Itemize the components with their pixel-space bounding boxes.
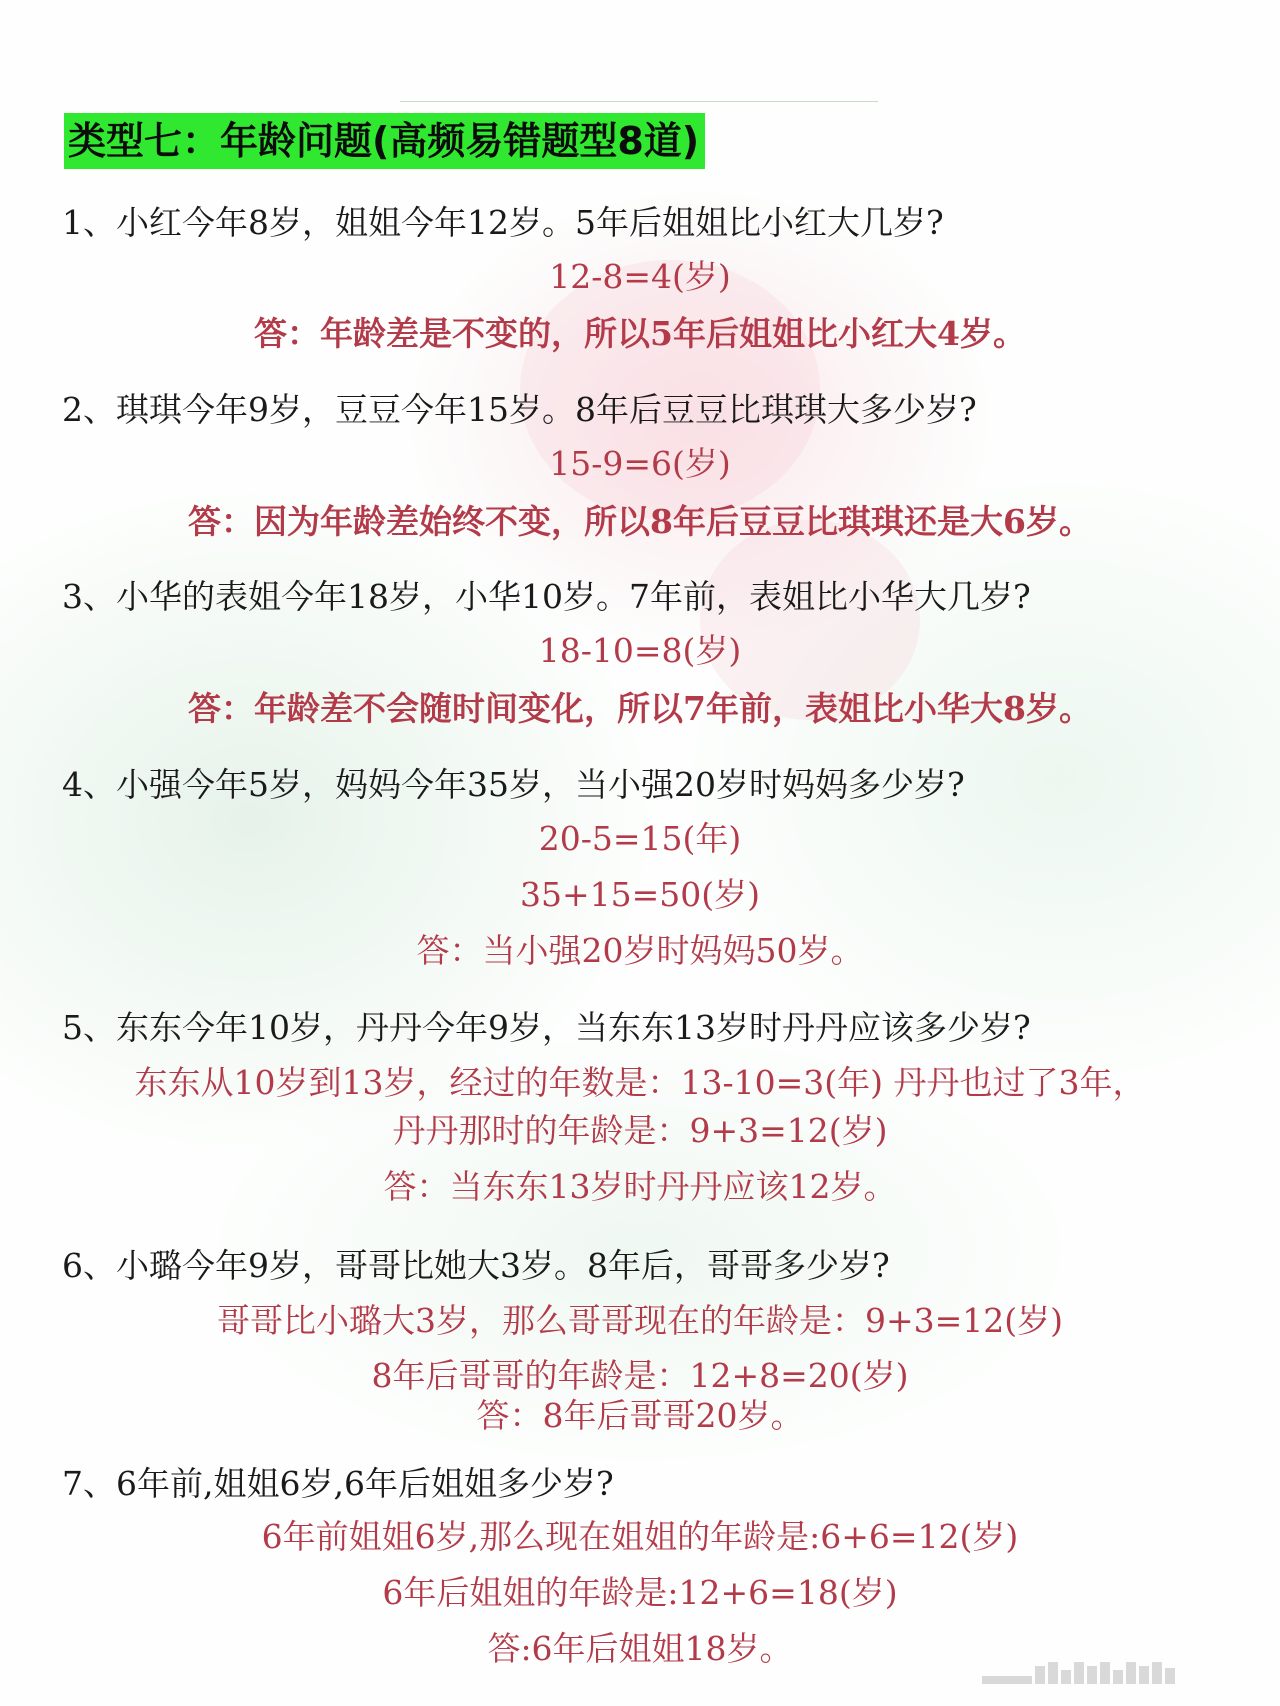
problem-4-calculation-2: 35+15=50(岁): [519, 875, 761, 914]
problem-4-calculation-1: 20-5=15(年): [538, 819, 742, 858]
problem-5-calculation: 丹丹那时的年龄是：9+3=12(岁): [392, 1111, 888, 1150]
problem-2-question: 2、琪琪今年9岁，豆豆今年15岁。8年后豆豆比琪琪大多少岁?: [62, 390, 977, 429]
problem-6-explanation: 哥哥比小璐大3岁，那么哥哥现在的年龄是：9+3=12(岁): [216, 1301, 1064, 1340]
problem-5-answer: 答：当东东13岁时丹丹应该12岁。: [383, 1167, 897, 1206]
problem-3-question: 3、小华的表姐今年18岁，小华10岁。7年前，表姐比小华大几岁?: [62, 577, 1031, 616]
problem-6-question: 6、小璐今年9岁，哥哥比她大3岁。8年后，哥哥多少岁?: [62, 1246, 890, 1285]
section-title: 类型七：年龄问题(高频易错题型8道): [64, 113, 705, 169]
problem-7-question: 7、6年前,姐姐6岁,6年后姐姐多少岁?: [62, 1464, 614, 1503]
problem-2-calculation: 15-9=6(岁): [549, 444, 731, 483]
problem-4-question: 4、小强今年5岁，妈妈今年35岁，当小强20岁时妈妈多少岁?: [62, 765, 965, 804]
problem-7-answer: 答:6年后姐姐18岁。: [487, 1629, 793, 1668]
problem-5-question: 5、东东今年10岁，丹丹今年9岁，当东东13岁时丹丹应该多少岁?: [62, 1008, 1031, 1047]
problem-7-explanation: 6年前姐姐6岁,那么现在姐姐的年龄是:6+6=12(岁): [261, 1517, 1019, 1556]
watermark-logo: [982, 1658, 1252, 1684]
problem-3-answer: 答：年龄差不会随时间变化，所以7年前，表姐比小华大8岁。: [188, 689, 1092, 728]
top-divider: [400, 101, 878, 102]
problem-2-answer: 答：因为年龄差始终不变，所以8年后豆豆比琪琪还是大6岁。: [188, 502, 1092, 541]
problem-1-question: 1、小红今年8岁，姐姐今年12岁。5年后姐姐比小红大几岁?: [62, 203, 944, 242]
problem-5-explanation: 东东从10岁到13岁，经过的年数是：13-10=3(年) 丹丹也过了3年，: [134, 1063, 1146, 1102]
problem-1-calculation: 12-8=4(岁): [549, 257, 731, 296]
problem-1-answer: 答：年龄差是不变的，所以5年后姐姐比小红大4岁。: [254, 314, 1026, 353]
problem-4-answer: 答：当小强20岁时妈妈50岁。: [416, 931, 864, 970]
problem-7-calculation: 6年后姐姐的年龄是:12+6=18(岁): [382, 1573, 898, 1612]
problem-6-answer: 答：8年后哥哥20岁。: [476, 1396, 804, 1435]
problem-3-calculation: 18-10=8(岁): [538, 631, 742, 670]
problem-6-calculation: 8年后哥哥的年龄是：12+8=20(岁): [371, 1356, 909, 1395]
